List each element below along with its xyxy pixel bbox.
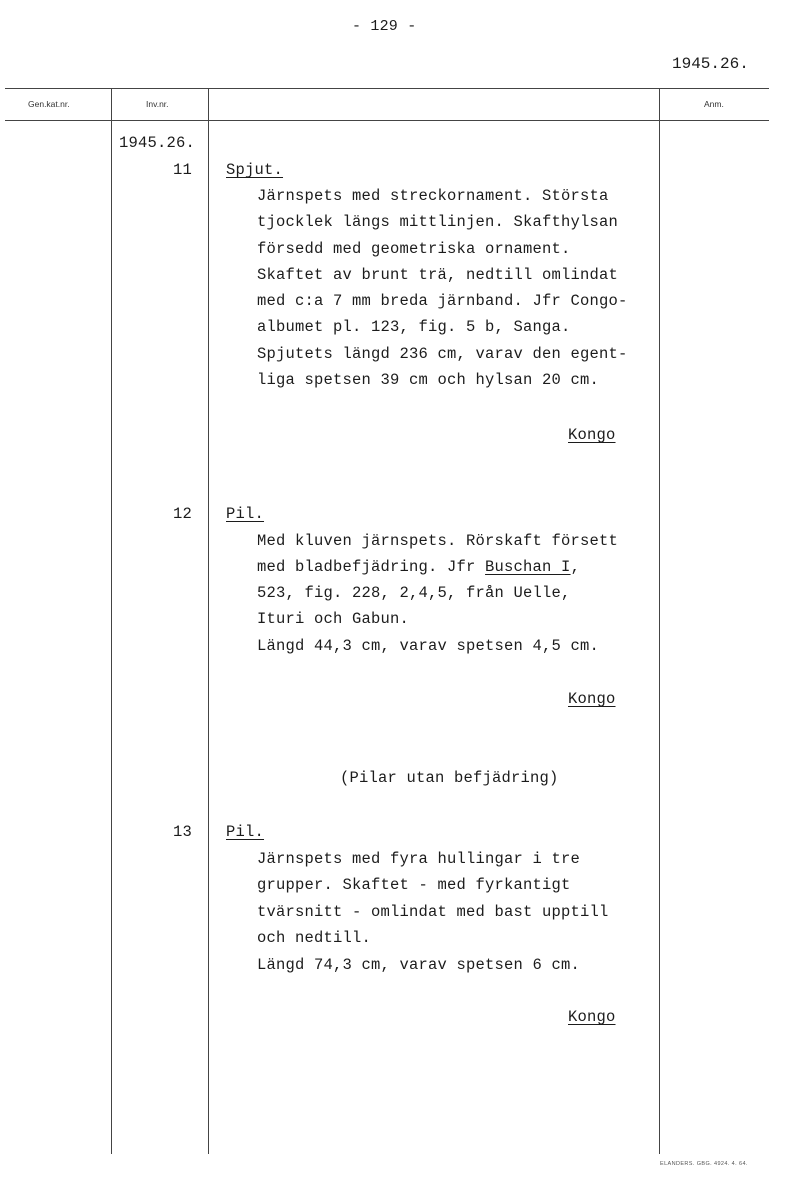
entry-line: Längd 74,3 cm, varav spetsen 6 cm. bbox=[257, 956, 581, 974]
entry-line-text: , bbox=[570, 558, 581, 576]
entry-line: försedd med geometriska ornament. bbox=[257, 240, 571, 258]
entry-line: tjocklek längs mittlinjen. Skafthylsan bbox=[257, 213, 619, 231]
entry-line: 523, fig. 228, 2,4,5, från Uelle, bbox=[257, 584, 571, 602]
group-reference: 1945.26. bbox=[119, 134, 196, 152]
entry-number: 11 bbox=[173, 161, 193, 179]
entry-line: liga spetsen 39 cm och hylsan 20 cm. bbox=[257, 371, 600, 389]
column-header-gen-kat-nr: Gen.kat.nr. bbox=[28, 99, 70, 109]
entry-title: Spjut. bbox=[226, 161, 284, 179]
entry-line: albumet pl. 123, fig. 5 b, Sanga. bbox=[257, 318, 571, 336]
entry-region: Kongo bbox=[568, 1008, 616, 1026]
header-top-rule bbox=[5, 88, 769, 89]
top-reference: 1945.26. bbox=[672, 55, 749, 73]
entry-line: Skaftet av brunt trä, nedtill omlindat bbox=[257, 266, 619, 284]
entry-line: och nedtill. bbox=[257, 929, 372, 947]
section-subheading: (Pilar utan befjädring) bbox=[340, 769, 559, 787]
entry-line: Spjutets längd 236 cm, varav den egent- bbox=[257, 345, 628, 363]
printer-mark: ELANDERS. GBG. 4924. 4. 64. bbox=[660, 1161, 748, 1167]
entry-title: Pil. bbox=[226, 823, 265, 841]
entry-line bbox=[257, 558, 580, 576]
entry-region: Kongo bbox=[568, 426, 616, 444]
entry-line: Längd 44,3 cm, varav spetsen 4,5 cm. bbox=[257, 637, 600, 655]
entry-line: Med kluven järnspets. Rörskaft försett bbox=[257, 532, 619, 550]
literature-reference: Buschan I bbox=[485, 558, 571, 576]
entry-line: grupper. Skaftet - med fyrkantigt bbox=[257, 876, 571, 894]
entry-number: 13 bbox=[173, 823, 193, 841]
entry-number: 12 bbox=[173, 505, 193, 523]
column-divider-2 bbox=[208, 88, 209, 1154]
entry-line: tvärsnitt - omlindat med bast upptill bbox=[257, 903, 609, 921]
entry-line: Järnspets med fyra hullingar i tre bbox=[257, 850, 581, 868]
page-number: - 129 - bbox=[352, 18, 417, 35]
entry-title: Pil. bbox=[226, 505, 265, 523]
entry-line: Ituri och Gabun. bbox=[257, 610, 410, 628]
entry-region: Kongo bbox=[568, 690, 616, 708]
column-divider-1 bbox=[111, 88, 112, 1154]
entry-line: med c:a 7 mm breda järnband. Jfr Congo- bbox=[257, 292, 628, 310]
column-divider-3 bbox=[659, 88, 660, 1154]
column-header-inv-nr: Inv.nr. bbox=[146, 99, 169, 109]
column-header-anm: Anm. bbox=[704, 99, 724, 109]
entry-line-text: med bladbefjädring. Jfr bbox=[257, 558, 486, 576]
entry-line: Järnspets med streckornament. Största bbox=[257, 187, 609, 205]
header-bottom-rule bbox=[5, 120, 769, 121]
